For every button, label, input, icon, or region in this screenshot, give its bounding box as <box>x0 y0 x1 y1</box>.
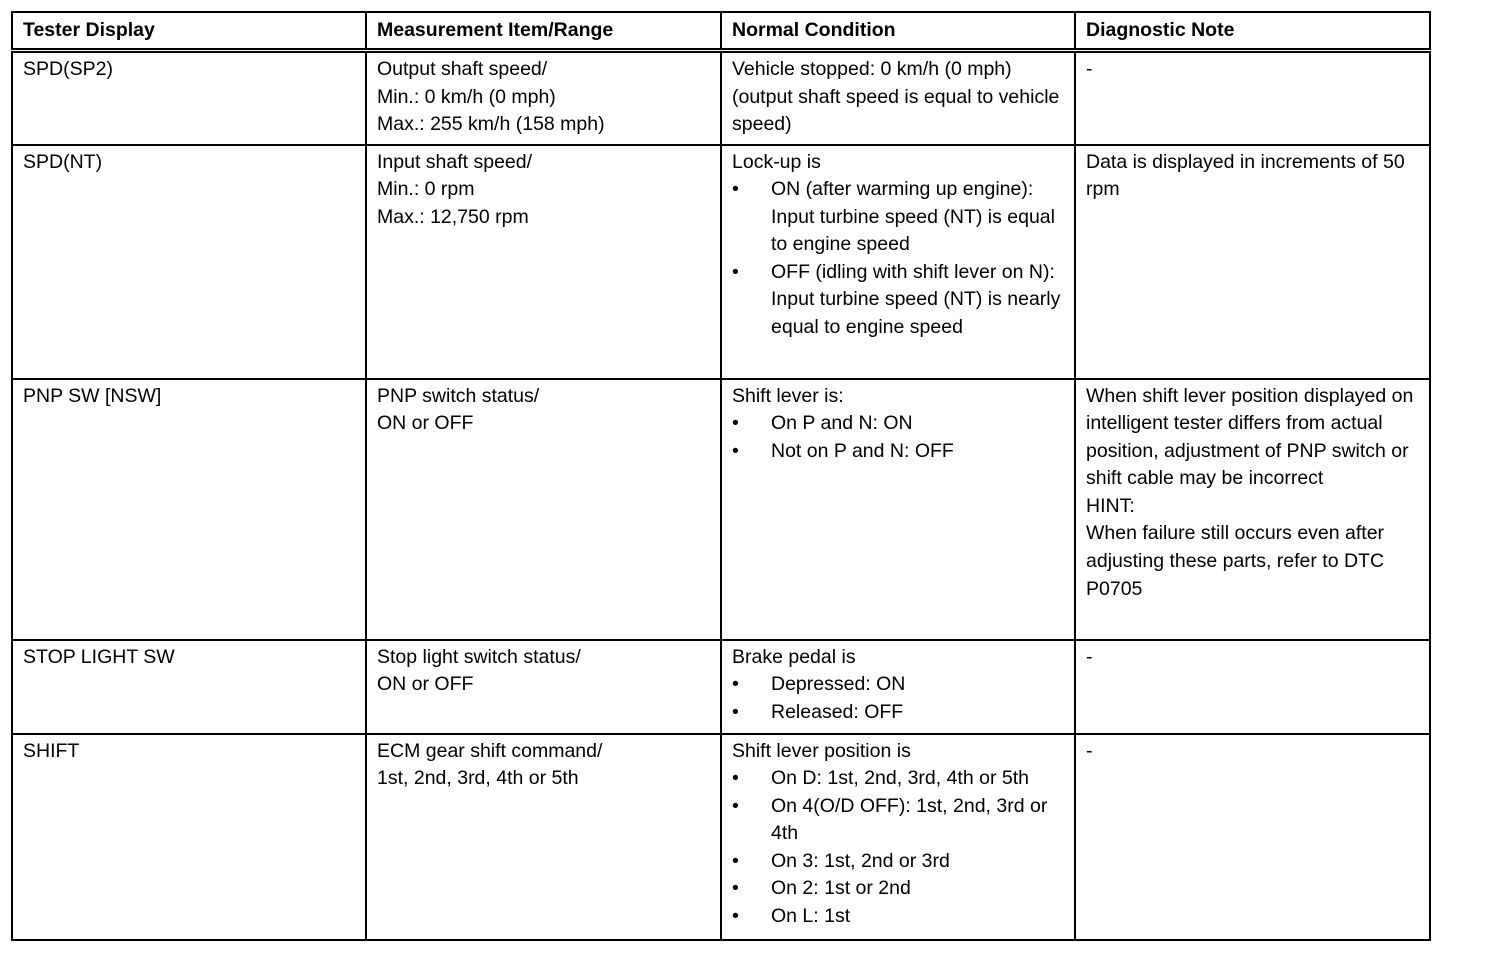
measurement-line: Input shaft speed/ <box>377 150 533 173</box>
measurement-line: ON or OFF <box>377 412 474 435</box>
data-list-table-container <box>11 11 1429 941</box>
cell-measurement <box>366 51 721 145</box>
table-row <box>12 734 1430 940</box>
condition-item <box>732 793 1064 848</box>
condition-item-text: Released: OFF <box>771 700 904 723</box>
bullet-icon: • <box>732 767 739 790</box>
table-row <box>12 51 1430 145</box>
measurement-line: Min.: 0 rpm <box>377 178 475 201</box>
measurement-line: 1st, 2nd, 3rd, 4th or 5th <box>377 767 579 790</box>
condition-item <box>732 875 1064 903</box>
bullet-icon: • <box>732 905 739 928</box>
cell-tester-display: SHIFT <box>12 734 366 940</box>
header-diagnostic-note: Diagnostic Note <box>1075 12 1430 51</box>
condition-item-text: OFF (idling with shift lever on N): Input turbine speed (NT) is nearly equal to engine speed <box>771 260 1061 339</box>
condition-item-text: On L: 1st <box>771 905 851 928</box>
condition-intro: Vehicle stopped: 0 km/h (0 mph) (output shaft speed is equal to vehicle speed) <box>732 58 1060 136</box>
condition-item-text: On 3: 1st, 2nd or 3rd <box>771 849 950 872</box>
condition-item-text: Not on P and N: OFF <box>771 439 954 462</box>
table-row <box>12 640 1430 734</box>
cell-normal-condition <box>721 379 1075 640</box>
bullet-icon: • <box>732 178 739 201</box>
note-hint-text: When failure still occurs even after adjusting these parts, refer to DTC P0705 <box>1086 522 1385 600</box>
measurement-line: PNP switch status/ <box>377 384 540 407</box>
cell-measurement <box>366 640 721 734</box>
measurement-line: ECM gear shift command/ <box>377 739 603 762</box>
cell-diagnostic-note <box>1075 379 1430 640</box>
condition-item <box>732 903 1064 931</box>
note-hint-label: HINT: <box>1086 494 1135 517</box>
condition-item-text: Depressed: ON <box>771 673 906 696</box>
cell-tester-display: SPD(NT) <box>12 145 366 379</box>
data-list-table <box>11 11 1431 941</box>
cell-diagnostic-note: - <box>1075 51 1430 145</box>
condition-intro: Shift lever position is <box>732 739 911 762</box>
header-tester-display: Tester Display <box>12 12 366 51</box>
cell-tester-display: PNP SW [NSW] <box>12 379 366 640</box>
bullet-icon: • <box>732 260 739 283</box>
cell-diagnostic-note: - <box>1075 640 1430 734</box>
bullet-icon: • <box>732 439 739 462</box>
table-header-row <box>12 12 1430 51</box>
measurement-line: Stop light switch status/ <box>377 645 581 668</box>
cell-diagnostic-note: Data is displayed in increments of 50 rpm <box>1075 145 1430 379</box>
bullet-icon: • <box>732 849 739 872</box>
condition-item-text: On 4(O/D OFF): 1st, 2nd, 3rd or 4th <box>771 794 1048 845</box>
cell-tester-display: SPD(SP2) <box>12 51 366 145</box>
table-row <box>12 145 1430 379</box>
condition-item <box>732 699 1064 727</box>
bullet-icon: • <box>732 877 739 900</box>
condition-item <box>732 410 1064 438</box>
header-measurement-item-range: Measurement Item/Range <box>366 12 721 51</box>
condition-intro: Lock-up is <box>732 150 821 173</box>
cell-measurement <box>366 145 721 379</box>
measurement-line: Max.: 255 km/h (158 mph) <box>377 113 605 136</box>
condition-item <box>732 176 1064 259</box>
measurement-line: Min.: 0 km/h (0 mph) <box>377 85 556 108</box>
header-normal-condition: Normal Condition <box>721 12 1075 51</box>
condition-list <box>732 410 1064 465</box>
condition-item-text: On P and N: ON <box>771 412 913 435</box>
cell-normal-condition <box>721 640 1075 734</box>
condition-item-text: On D: 1st, 2nd, 3rd, 4th or 5th <box>771 767 1029 790</box>
bullet-icon: • <box>732 794 739 817</box>
note-text: When shift lever position displayed on intelligent tester differs from actual position, adjustment of PNP switch or shift cable may be incorrect <box>1086 384 1414 490</box>
condition-list <box>732 765 1064 931</box>
bullet-icon: • <box>732 673 739 696</box>
condition-item <box>732 765 1064 793</box>
bullet-icon: • <box>732 700 739 723</box>
bullet-icon: • <box>732 412 739 435</box>
condition-item <box>732 671 1064 699</box>
condition-item <box>732 848 1064 876</box>
cell-measurement <box>366 734 721 940</box>
cell-normal-condition <box>721 145 1075 379</box>
condition-intro: Shift lever is: <box>732 384 844 407</box>
cell-normal-condition <box>721 51 1075 145</box>
cell-diagnostic-note: - <box>1075 734 1430 940</box>
condition-item-text: ON (after warming up engine): Input turbine speed (NT) is equal to engine speed <box>771 178 1055 256</box>
condition-list <box>732 176 1064 342</box>
measurement-line: Output shaft speed/ <box>377 58 548 80</box>
measurement-line: ON or OFF <box>377 673 474 696</box>
condition-item-text: On 2: 1st or 2nd <box>771 877 911 900</box>
cell-tester-display: STOP LIGHT SW <box>12 640 366 734</box>
cell-measurement <box>366 379 721 640</box>
condition-intro: Brake pedal is <box>732 645 856 668</box>
cell-normal-condition <box>721 734 1075 940</box>
condition-list <box>732 671 1064 726</box>
table-row <box>12 379 1430 640</box>
condition-item <box>732 259 1064 342</box>
condition-item <box>732 438 1064 466</box>
measurement-line: Max.: 12,750 rpm <box>377 205 529 228</box>
